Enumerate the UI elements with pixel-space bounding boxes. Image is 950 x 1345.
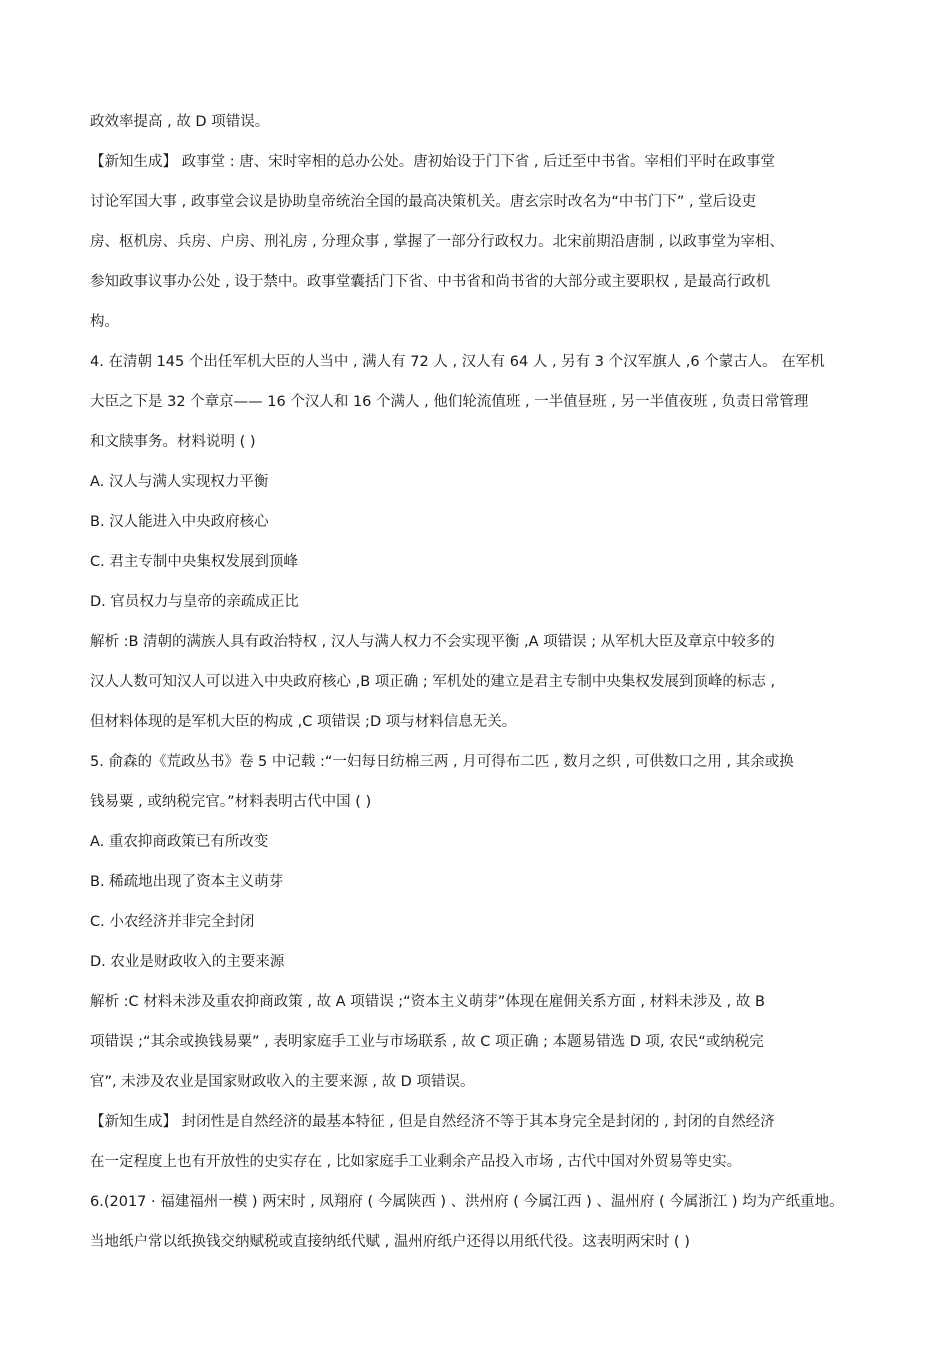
text-line: 【新知生成】 政事堂 : 唐、宋时宰相的总办公处。唐初始设于门下省 , 后迁至中书省。宰相们平时在政事堂 — [90, 154, 776, 170]
document-body — [90, 108, 862, 1268]
text-line: 讨论军国大事 , 政事堂会议是协助皇帝统治全国的最高决策机关。唐玄宗时改名为“中书门下” , 堂后设吏 — [90, 194, 757, 210]
option-b: B. 稀疏地出现了资本主义萌芽 — [90, 874, 284, 890]
option-a: A. 重农抑商政策已有所改变 — [90, 834, 269, 850]
question-4-stem: 大臣之下是 32 个章京—— 16 个汉人和 16 个满人 , 他们轮流值班 , 一半值昼班 , 另一半值夜班 , 负责日常管理 — [90, 394, 809, 410]
analysis-text: 解析 :C 材料未涉及重农抑商政策 , 故 A 项错误 ;“资本主义萌芽”体现在雇佣关系方面 , 材料未涉及 , 故 B — [90, 994, 765, 1010]
question-6-stem: 当地纸户常以纸换钱交纳赋税或直接纳纸代赋 , 温州府纸户还得以用纸代役。这表明两宋时 ( ) — [90, 1234, 690, 1250]
option-a: A. 汉人与满人实现权力平衡 — [90, 474, 269, 490]
option-c: C. 小农经济并非完全封闭 — [90, 914, 255, 930]
text-line: 房、枢机房、兵房、户房、刑礼房 , 分理众事 , 掌握了一部分行政权力。北宋前期沿唐制 , 以政事堂为宰相、 — [90, 234, 784, 250]
question-4-stem: 4. 在清朝 145 个出任军机大臣的人当中 , 满人有 72 人 , 汉人有 64 人 , 另有 3 个汉军旗人 ,6 个蒙古人。 在军机 — [90, 354, 825, 370]
option-b: B. 汉人能进入中央政府核心 — [90, 514, 269, 530]
analysis-text: 但材料体现的是军机大臣的构成 ,C 项错误 ;D 项与材料信息无关。 — [90, 714, 517, 730]
question-5-stem: 5. 俞森的《荒政丛书》卷 5 中记载 :“一妇每日纺棉三两 , 月可得布二匹 , 数月之织 , 可供数口之用 , 其余或换 — [90, 754, 794, 770]
text-line: 参知政事议事办公处 , 设于禁中。政事堂囊括门下省、中书省和尚书省的大部分或主要职权 , 是最高行政机 — [90, 274, 771, 290]
option-d: D. 官员权力与皇帝的亲疏成正比 — [90, 594, 299, 610]
analysis-text: 汉人人数可知汉人可以进入中央政府核心 ,B 项正确 ; 军机处的建立是君主专制中央集权发展到顶峰的标志 , — [90, 674, 776, 690]
analysis-text: 官”, 未涉及农业是国家财政收入的主要来源 , 故 D 项错误。 — [90, 1074, 475, 1090]
analysis-text: 解析 :B 清朝的满族人具有政治特权 , 汉人与满人权力不会实现平衡 ,A 项错误 ; 从军机大臣及章京中较多的 — [90, 634, 775, 650]
question-5-stem: 钱易粟 , 或纳税完官。”材料表明古代中国 ( ) — [90, 794, 372, 810]
text-line: 构。 — [90, 314, 119, 330]
question-4-stem: 和文牍事务。材料说明 ( ) — [90, 434, 256, 450]
option-d: D. 农业是财政收入的主要来源 — [90, 954, 285, 970]
option-c: C. 君主专制中央集权发展到顶峰 — [90, 554, 298, 570]
analysis-text: 项错误 ;“其余或换钱易粟” , 表明家庭手工业与市场联系 , 故 C 项正确 ; 本题易错选 D 项, 农民“或纳税完 — [90, 1034, 764, 1050]
text-line: 政效率提高 , 故 D 项错误。 — [90, 114, 270, 130]
knowledge-note: 在一定程度上也有开放性的史实存在 , 比如家庭手工业剩余产品投入市场 , 古代中国对外贸易等史实。 — [90, 1154, 742, 1170]
question-6-stem: 6.(2017 · 福建福州一模 ) 两宋时 , 凤翔府 ( 今属陕西 ) 、洪州府 ( 今属江西 ) 、温州府 ( 今属浙江 ) 均为产纸重地。 — [90, 1194, 844, 1210]
knowledge-note: 【新知生成】 封闭性是自然经济的最基本特征 , 但是自然经济不等于其本身完全是封闭的 , 封闭的自然经济 — [90, 1114, 775, 1130]
